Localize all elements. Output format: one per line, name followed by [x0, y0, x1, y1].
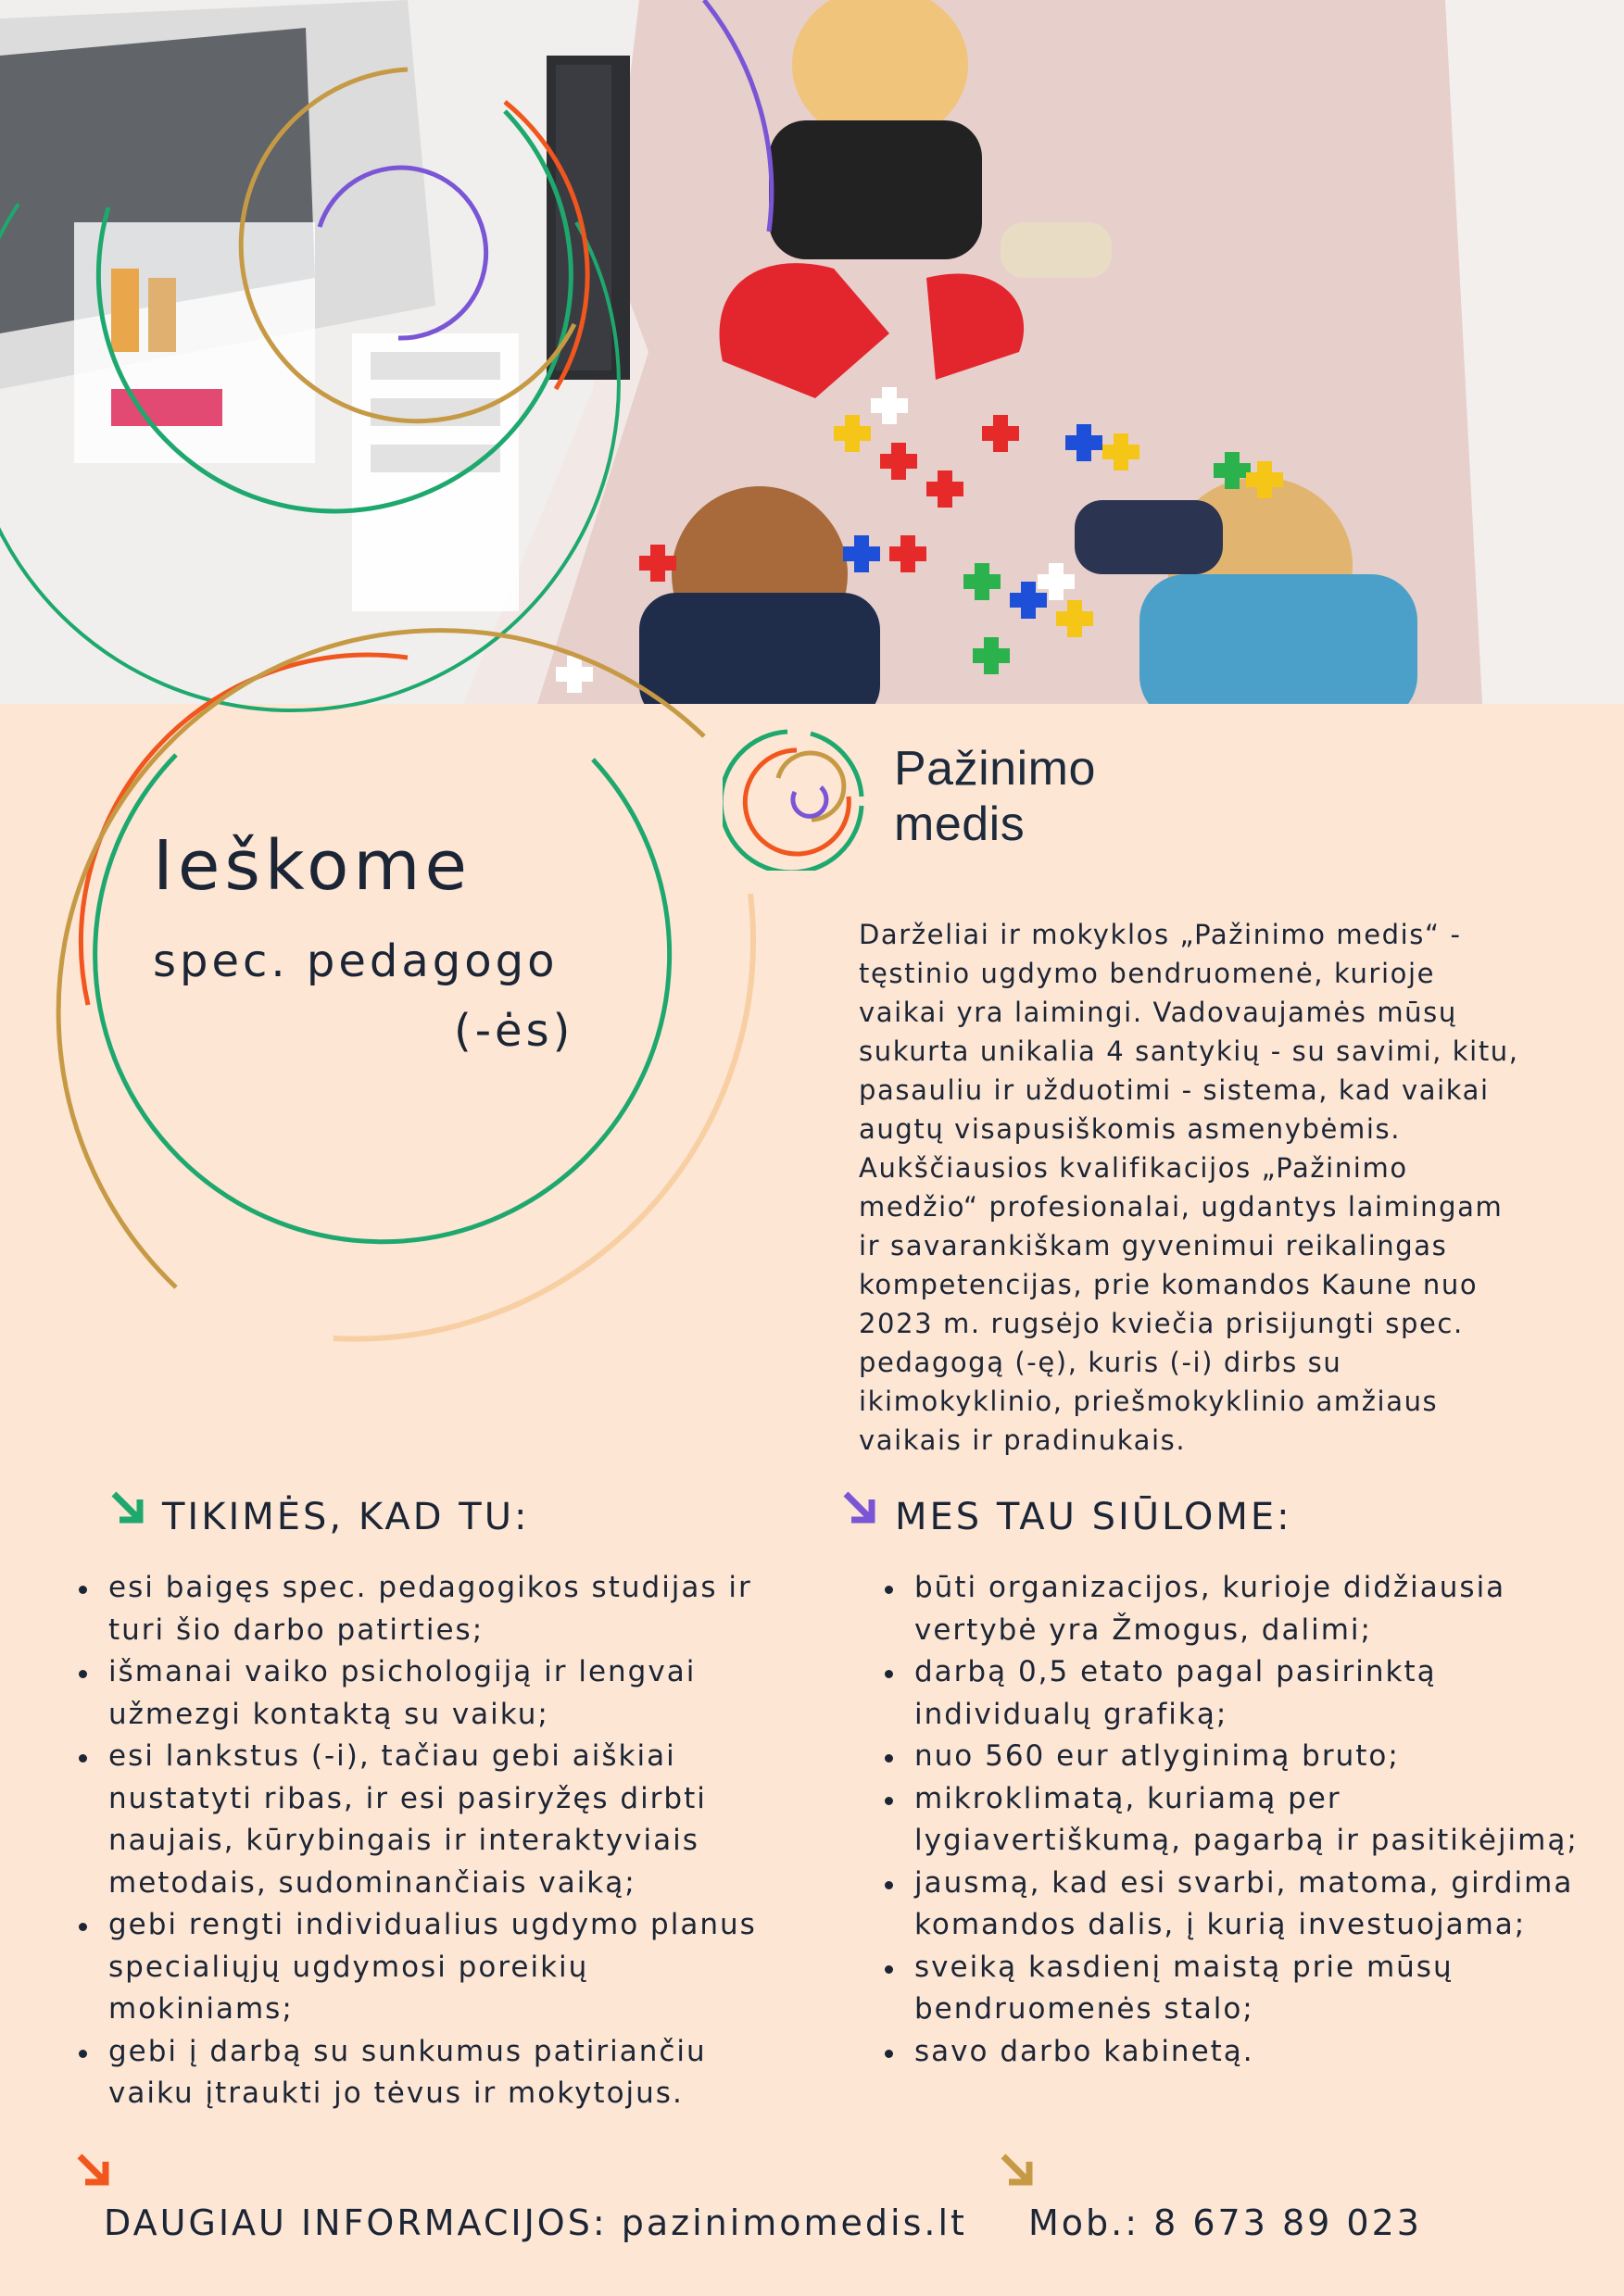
hero-photo-illustration — [0, 0, 1624, 704]
list-item: nuo 560 eur atlyginimą bruto; — [885, 1736, 1612, 1778]
list-item: esi baigęs spec. pedagogikos studijas ir turi šio darbo patirties; — [79, 1567, 783, 1651]
intro-text: Darželiai ir mokyklos „Pažinimo medis“ - tęstinio ugdymo bendruomenė, kurioje vaikai yra laimingi. Vadovaujamės mūsų sukurta unikalia 4 santykių - su savimi, kitu, pasauliu ir užduotimi - sistema, kad vaikai augtų visapusiškomis asmenybėmis. Aukščiausios kvalifikacijos „Pažinimo medžio“ profesionalai, ugdantys laimingam ir savarankiškam gyvenimui reikalingas kompetencijas, prie komandos Kaune nuo 2023 m. rugsėjo kviečia prisijungti spec. pedagogą (-ę), kuris (-i) dirbs su ikimokyklinio, priešmokyklinio amžiaus vaikais ir pradinukais. — [859, 919, 1519, 1456]
list-item: būti organizacijos, kurioje didžiausia vertybė yra Žmogus, dalimi; — [885, 1567, 1612, 1651]
brand-name — [894, 741, 1096, 852]
list-item: mikroklimatą, kuriamą per lygiavertiškumą, pagarbą ir pasitikėjimą; — [885, 1778, 1612, 1863]
arrow-down-right-icon — [996, 2149, 1037, 2189]
intro-paragraph — [859, 915, 1591, 1460]
list-item: savo darbo kabinetą. — [885, 2031, 1612, 2074]
job-title-line2: (-ės) — [454, 1005, 574, 1057]
page-title: Ieškome — [153, 826, 472, 906]
list-item: jausmą, kad esi svarbi, matoma, girdima komandos dalis, į kurią investuojama; — [885, 1863, 1612, 1947]
job-title-line1: spec. pedagogo — [153, 935, 559, 987]
arrow-down-right-icon — [72, 2149, 113, 2189]
brand-name-line1: Pažinimo — [894, 742, 1096, 796]
offer-list — [885, 1567, 1612, 2073]
offer-heading: MES TAU SIŪLOME: — [895, 1496, 1292, 1538]
website-info: DAUGIAU INFORMACIJOS: pazinimomedis.lt — [104, 2202, 967, 2243]
expectations-heading: TIKIMĖS, KAD TU: — [162, 1496, 530, 1538]
list-item: išmanai vaiko psichologiją ir lengvai užmezgi kontaktą su vaiku; — [79, 1651, 783, 1736]
list-item: sveiką kasdienį maistą prie mūsų bendruomenės stalo; — [885, 1947, 1612, 2031]
brand-name-line2: medis — [894, 797, 1026, 851]
arrow-down-right-icon — [838, 1487, 879, 1527]
hero-photo — [0, 0, 1624, 704]
arrow-down-right-icon — [107, 1487, 147, 1527]
expectations-list — [79, 1567, 783, 2115]
list-item: darbą 0,5 etato pagal pasirinktą individualų grafiką; — [885, 1651, 1612, 1736]
phone-info: Mob.: 8 673 89 023 — [1028, 2202, 1422, 2243]
list-item: gebi rengti individualius ugdymo planus specialiųjų ugdymosi poreikių mokiniams; — [79, 1904, 783, 2031]
list-item: gebi į darbą su sunkumus patiriančiu vaiku įtraukti jo tėvus ir mokytojus. — [79, 2031, 783, 2115]
list-item: esi lankstus (-i), tačiau gebi aiškiai nustatyti ribas, ir esi pasiryžęs dirbti naujais, kūrybingais ir interaktyviais metodais, sudominančiais vaiką; — [79, 1736, 783, 1904]
